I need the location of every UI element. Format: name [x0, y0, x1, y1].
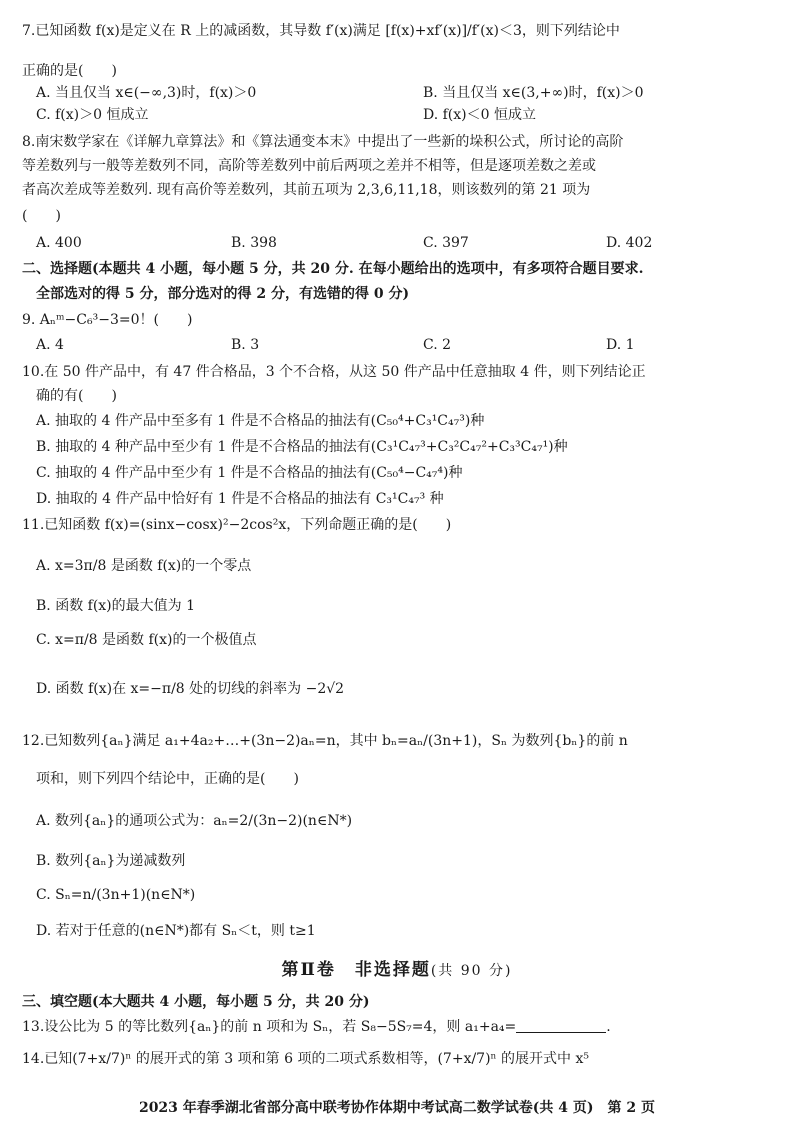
- q9-option-a: A. 4: [36, 337, 64, 353]
- q9-option-d: D. 1: [606, 337, 635, 353]
- q12-option-a: A. 数列{aₙ}的通项公式为：aₙ=2/(3n−2)(n∈N*): [36, 813, 353, 829]
- part-2-title: 第Ⅱ卷 非选择题: [281, 960, 431, 980]
- q10-option-b: B. 抽取的 4 种产品中至少有 1 件是不合格品的抽法有(C₃¹C₄₇³+C₃²C₄₇²+C₃³C₄₇¹)种: [36, 439, 568, 455]
- q9-option-b: B. 3: [231, 337, 260, 353]
- q12-line-2: 项和，则下列四个结论中，正确的是( ): [36, 771, 299, 787]
- part-2-score: (共 90 分): [430, 963, 513, 979]
- q7-option-d: D. f(x)＜0 恒成立: [423, 107, 536, 123]
- q8-option-a: A. 400: [36, 235, 82, 251]
- part-2-heading: [0, 955, 794, 980]
- q10-option-c: C. 抽取的 4 件产品中至少有 1 件是不合格品的抽法有(C₅₀⁴−C₄₇⁴)种: [36, 465, 463, 481]
- q8-line-4: ( ): [22, 208, 61, 224]
- q8-option-b: B. 398: [231, 235, 277, 251]
- q14-stem: 14.已知(7+x/7)ⁿ 的展开式的第 3 项和第 6 项的二项式系数相等，(7+x/7)ⁿ 的展开式中 x⁵: [22, 1051, 590, 1067]
- q11-option-c: C. x=π/8 是函数 f(x)的一个极值点: [36, 632, 257, 648]
- q11-option-b: B. 函数 f(x)的最大值为 1: [36, 598, 195, 614]
- section-2-heading: 二、选择题(本题共 4 小题，每小题 5 分，共 20 分. 在每小题给出的选项中，有多项符合题目要求.: [22, 261, 644, 277]
- page-footer: 2023 年春季湖北省部分高中联考协作体期中考试高二数学试卷(共 4 页) 第 2 页: [138, 1100, 656, 1116]
- q7-option-c: C. f(x)＞0 恒成立: [36, 107, 149, 123]
- q10-option-d: D. 抽取的 4 件产品中恰好有 1 件是不合格品的抽法有 C₃¹C₄₇³ 种: [36, 491, 444, 507]
- q11-option-d: D. 函数 f(x)在 x=−π/8 处的切线的斜率为 −2√2: [36, 681, 345, 697]
- q8-option-c: C. 397: [423, 235, 469, 251]
- q9-option-c: C. 2: [423, 337, 452, 353]
- q7-stem-cont: 正确的是( ): [22, 63, 117, 79]
- q10-option-a: A. 抽取的 4 件产品中至多有 1 件是不合格品的抽法有(C₅₀⁴+C₃¹C₄₇³)种: [36, 413, 485, 429]
- q10-line-1: 10.在 50 件产品中，有 47 件合格品，3 个不合格，从这 50 件产品中任意抽取 4 件，则下列结论正: [22, 364, 646, 380]
- q11-option-a: A. x=3π/8 是函数 f(x)的一个零点: [36, 558, 252, 574]
- q8-line-3: 者高次差成等差数列. 现有高价等差数列，其前五项为 2,3,6,11,18，则该数列的第 21 项为: [22, 182, 591, 198]
- q12-line-1: 12.已知数列{aₙ}满足 a₁+4a₂+…+(3n−2)aₙ=n，其中 bₙ=aₙ/(3n+1)，Sₙ 为数列{bₙ}的前 n: [22, 733, 628, 749]
- q8-line-2: 等差数列与一般等差数列不同，高阶等差数列中前后两项之差并不相等，但是逐项差数之差或: [22, 158, 596, 174]
- q8-line-1: 8.南宋数学家在《详解九章算法》和《算法通变本末》中提出了一些新的垛积公式，所讨论的高阶: [22, 134, 624, 150]
- section-2-heading-cont: 全部选对的得 5 分，部分选对的得 2 分，有选错的得 0 分): [36, 286, 410, 302]
- q7-option-a: A. 当且仅当 x∈(−∞,3)时，f(x)＞0: [36, 85, 257, 101]
- q7-stem: 7.已知函数 f(x)是定义在 R 上的减函数，其导数 f′(x)满足 [f(x)+xf′(x)]/f′(x)＜3，则下列结论中: [22, 23, 620, 39]
- q7-option-b: B. 当且仅当 x∈(3,+∞)时，f(x)＞0: [423, 85, 644, 101]
- q12-option-b: B. 数列{aₙ}为递减数列: [36, 853, 186, 869]
- q8-option-d: D. 402: [606, 235, 653, 251]
- q10-line-2: 确的有( ): [36, 388, 117, 404]
- q9-stem: 9. Aₙᵐ−C₆³−3=0！( ): [22, 312, 193, 328]
- q13-text: 13.设公比为 5 的等比数列{aₙ}的前 n 项和为 Sₙ，若 S₈−5S₇=4，则 a₁+a₄=: [22, 1019, 517, 1035]
- q13-stem: 13.设公比为 5 的等比数列{aₙ}的前 n 项和为 Sₙ，若 S₈−5S₇=4，则 a₁+a₄= .: [22, 1019, 611, 1035]
- q12-option-c: C. Sₙ=n/(3n+1)(n∈N*): [36, 887, 196, 903]
- q12-option-d: D. 若对于任意的(n∈N*)都有 Sₙ＜t，则 t≥1: [36, 923, 316, 939]
- section-3-heading: 三、填空题(本大题共 4 小题，每小题 5 分，共 20 分): [22, 994, 370, 1010]
- q13-answer-blank: [516, 1018, 606, 1033]
- q11-stem: 11.已知函数 f(x)=(sinx−cosx)²−2cos²x，下列命题正确的是( ): [22, 517, 452, 533]
